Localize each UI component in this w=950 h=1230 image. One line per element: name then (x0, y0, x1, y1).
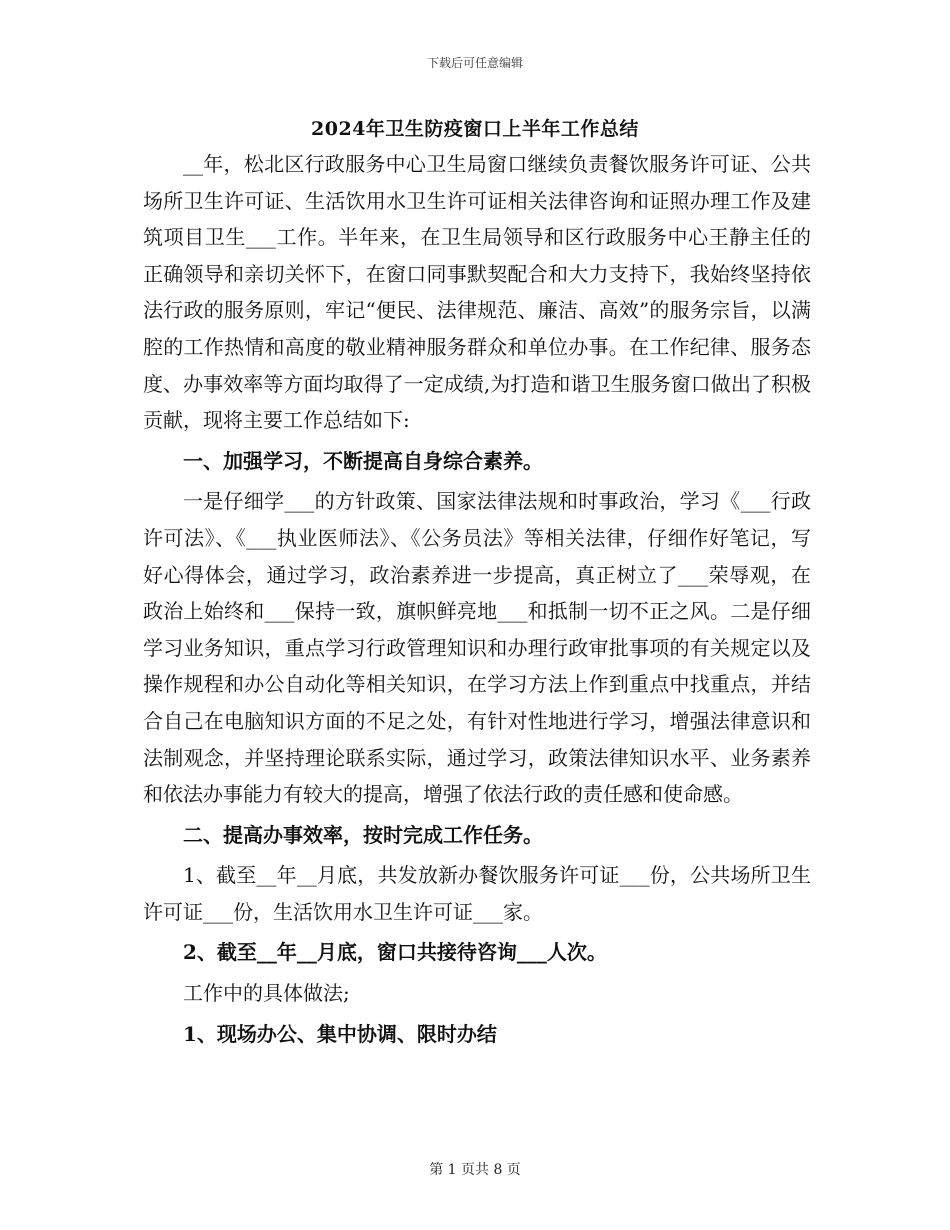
section-2-item-2: 2、截至__年__月底，窗口共接待咨询___人次。 (183, 940, 607, 965)
section-2-item-1: 1、截至__年__月底，共发放新办餐饮服务许可证___份，公共场所卫生许可证___份，生活饮用水卫生许可证___家。 (143, 863, 811, 924)
intro-paragraph: __年，松北区行政服务中心卫生局窗口继续负责餐饮服务许可证、公共场所卫生许可证、生活饮用水卫生许可证相关法律咨询和证照办理工作及建筑项目卫生___工作。半年来，在卫生局领导和区行政服务中心王静主任的正确领导和亲切关怀下，在窗口同事默契配合和大力支持下，我始终坚持依法行政的服务原则，牢记“便民、法律规范、廉洁、高效”的服务宗旨，以满腔的工作热情和高度的敬业精神服务群众和单位办事。在工作纪律、服务态度、办事效率等方面均取得了一定成绩,为打造和谐卫生服务窗口做出了积极贡献，现将主要工作总结如下: (143, 152, 811, 433)
page-header-note: 下载后可任意编辑 (426, 56, 523, 70)
document-body (143, 146, 811, 1056)
practice-heading-1: 1、现场办公、集中协调、限时办结 (183, 1021, 497, 1046)
section-heading-1: 一、加强学习，不断提高自身综合素养。 (183, 448, 543, 473)
section-heading-2: 二、提高办事效率，按时完成工作任务。 (183, 822, 543, 847)
section-1-paragraph: 一是仔细学___的方针政策、国家法律法规和时事政治，学习《___行政许可法》、《___执业医师法》、《公务员法》等相关法律，仔细作好笔记，写好心得体会，通过学习，政治素养进一步提高，真正树立了___荣辱观，在政治上始终和___保持一致，旗帜鲜亮地___和抵制一切不正之风。二是仔细学习业务知识，重点学习行政管理知识和办理行政审批事项的有关规定以及操作规程和办公自动化等相关知识，在学习方法上作到重点中找重点，并结合自己在电脑知识方面的不足之处，有针对性地进行学习，增强法律意识和法制观念，并坚持理论联系实际，通过学习，政策法律知识水平、业务素养和依法办事能力有较大的提高，增强了依法行政的责任感和使命感。 (143, 489, 811, 807)
page-number: 第 1 页共 8 页 (429, 1162, 521, 1178)
practice-intro: 工作中的具体做法; (183, 981, 350, 1006)
document-title: 2024年卫生防疫窗口上半年工作总结 (311, 118, 639, 140)
